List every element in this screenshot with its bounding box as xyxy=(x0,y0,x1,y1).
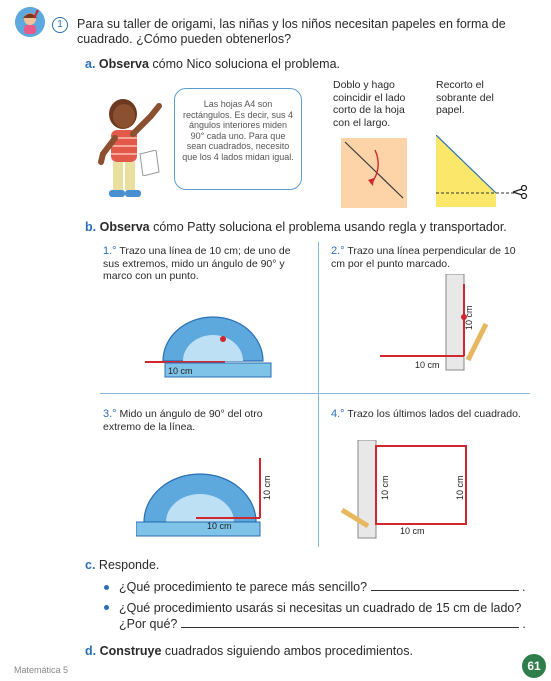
step-2-text: 2.° Trazo una línea perpendicular de 10 cm por el punto marcado. xyxy=(331,245,516,270)
question-1: ¿Qué procedimiento te parece más sencillo? . xyxy=(119,580,526,594)
folding-paper-illustration xyxy=(341,138,407,208)
step-3-text: 3.° Mido un ángulo de 90° del otro extremo de la línea. xyxy=(103,408,263,433)
cutting-paper-illustration xyxy=(436,135,528,211)
step-3-length-label: 10 cm xyxy=(207,521,232,531)
step-4-text: 4.° Trazo los últimos lados del cuadrado. xyxy=(331,408,521,420)
step-1-illustration xyxy=(145,315,275,385)
nico-speech-bubble: Las hojas A4 son rectángulos. Es decir, sus 4 ángulos interiores miden 90° cada uno. Para que sean cuadrados, necesito que los 4 lados midan igual. xyxy=(174,88,302,190)
activity-number: 1 xyxy=(52,17,68,33)
bullet-2 xyxy=(104,605,109,610)
section-b-heading: b. Observa cómo Patty soluciona el problema usando regla y transportador. xyxy=(85,220,507,234)
footer-book-title: Matemática 5 xyxy=(14,665,69,675)
answer-blank-2[interactable] xyxy=(181,617,519,628)
step-4-length-label: 10 cm xyxy=(400,526,425,536)
page-number: 61 xyxy=(522,654,546,678)
section-c-heading: c. Responde. xyxy=(85,558,160,572)
caption-fold: Doblo y hago coincidir el lado corto de la hoja con el largo. xyxy=(333,79,406,129)
scissors-icon xyxy=(512,185,528,199)
steps-divider-horizontal xyxy=(100,393,530,394)
answer-blank-1[interactable] xyxy=(371,580,519,591)
step-2-length-label: 10 cm xyxy=(415,360,440,370)
section-a-heading: a. Observa cómo Nico soluciona el problema. xyxy=(85,57,341,71)
step-1-text: 1.° Trazo una línea de 10 cm; de uno de sus extremos, mido un ángulo de 90° y marco con un punto. xyxy=(103,245,291,282)
section-d-heading: d. Construye cuadrados siguiendo ambos procedimientos. xyxy=(85,644,413,658)
sheet-icon xyxy=(138,150,160,176)
caption-cut: Recorto el sobrante del papel. xyxy=(436,79,494,116)
steps-divider-vertical xyxy=(318,242,319,547)
question-2: ¿Qué procedimiento usarás si necesitas un cuadrado de 15 cm de lado? ¿Por qué? . xyxy=(119,601,526,631)
step-3-height-label: 10 cm xyxy=(262,475,272,500)
step-4-right-label: 10 cm xyxy=(455,475,465,500)
step-1-length-label: 10 cm xyxy=(168,366,193,376)
nico-illustration xyxy=(93,92,173,202)
step-2-height-label: 10 cm xyxy=(464,305,474,330)
activity-question: Para su taller de origami, las niñas y los niños necesitan papeles en forma de cuadrado. ¿Cómo pueden obtenerlos? xyxy=(77,17,506,46)
bullet-1 xyxy=(104,585,109,590)
step-4-left-label: 10 cm xyxy=(380,475,390,500)
mascot-icon xyxy=(14,6,46,38)
